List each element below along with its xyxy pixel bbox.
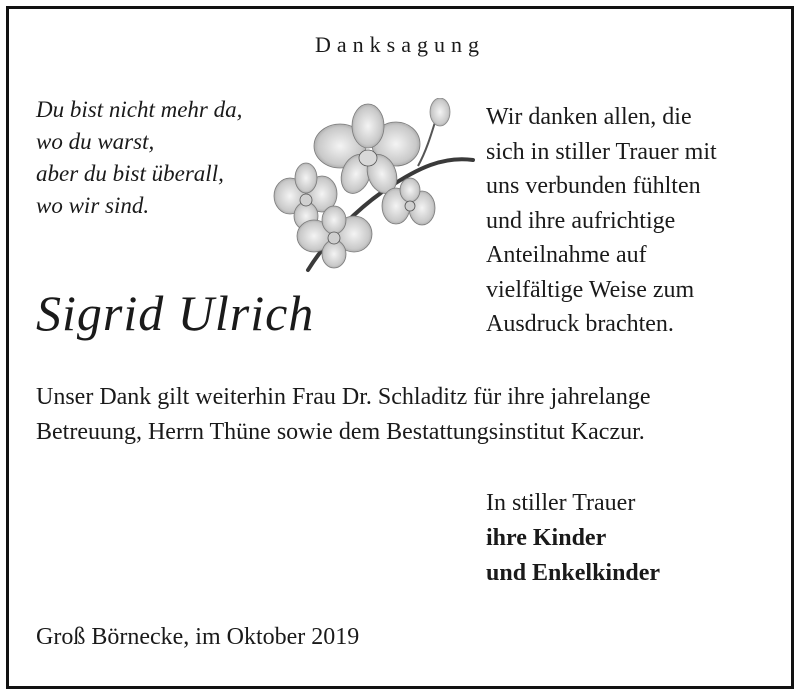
poem-line: Du bist nicht mehr da, — [36, 97, 243, 122]
thanks-line: Ausdruck brachten. — [486, 311, 674, 337]
notice-heading: Danksagung — [315, 32, 485, 57]
place-date: Groß Börnecke, im Oktober 2019 — [36, 624, 360, 650]
signature-intro: In stiller Trauer — [486, 490, 636, 516]
thanks-line: und ihre aufrichtige — [486, 207, 676, 234]
signature-line: ihre Kinder — [486, 525, 607, 551]
poem — [36, 94, 242, 222]
additional-thanks — [36, 380, 650, 450]
signature-block — [486, 486, 660, 591]
orchid-flower-icon — [268, 98, 480, 276]
thanks-line: sich in stiller Trauer mit — [486, 138, 717, 165]
thanks-line: vielfältige Weise zum — [486, 276, 695, 303]
poem-line: aber du bist überall, — [36, 161, 224, 186]
additional-thanks-line: Unser Dank gilt weiterhin Frau Dr. Schladitz für ihre jahrelange — [36, 384, 651, 410]
poem-line: wo wir sind. — [36, 193, 150, 218]
deceased-name: Sigrid Ulrich — [36, 285, 315, 341]
thanks-line: Wir danken allen, die — [486, 104, 692, 130]
thanks-line: uns verbunden fühlten — [486, 173, 701, 199]
thanks-line: Anteilnahme auf — [486, 242, 647, 268]
thanks-text — [486, 100, 717, 342]
poem-line: wo du warst, — [36, 129, 155, 154]
additional-thanks-line: Betreuung, Herrn Thüne sowie dem Bestattungsinstitut Kaczur. — [36, 419, 645, 445]
signature-line: und Enkelkinder — [486, 560, 661, 586]
